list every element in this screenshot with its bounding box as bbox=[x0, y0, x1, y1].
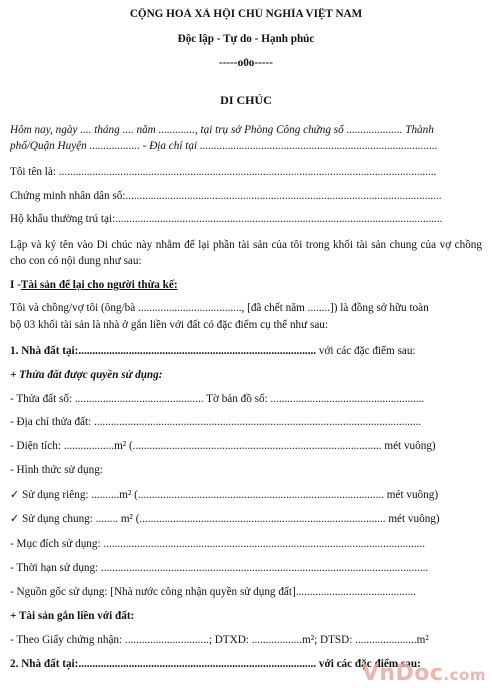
name-field: Tôi tên là: ....................................................................................................................................... bbox=[10, 166, 437, 178]
id-card-field: Chứng minh nhân dân số:................................................................................................................. bbox=[10, 190, 442, 202]
house-1-line bbox=[10, 345, 482, 358]
vndoc-watermark-logo bbox=[362, 661, 486, 686]
section-1-heading bbox=[10, 279, 482, 292]
usage-private: ✓ Sử dụng riêng: ..........m² (........................................................................................ mét vuông) bbox=[10, 489, 439, 501]
nation-header: CỘNG HOÀ XÃ HỘI CHỦ NGHĨA VIỆT NAM bbox=[129, 8, 363, 20]
land-item-usage-form: - Hình thức sử dụng: bbox=[10, 464, 103, 476]
section-1-title: Tài sản để lại cho người thừa kế: bbox=[20, 279, 178, 291]
house-2-line: 2. Nhà đất tại:..................................................................................... với các đặc điểm sau: bbox=[10, 658, 421, 670]
residence-field: Hộ khẩu thường trú tại:..................................................................................................................... bbox=[10, 213, 443, 225]
attached-assets-heading: + Tài sản gắn liền với đất: bbox=[10, 610, 135, 622]
section-1-prefix: I - bbox=[10, 279, 21, 291]
land-item-address: - Địa chỉ thửa đất: ..................................................................................................................... bbox=[10, 416, 422, 428]
usage-shared: ✓ Sử dụng chung: ........ m² (........................................................................................ mét vuông) bbox=[10, 513, 440, 525]
intro-line-2: phố/Quận Huyện .................. - Địa chỉ tại ..................................................................................... bbox=[10, 140, 438, 152]
purpose-paragraph: Lập và ký tên vào Di chúc này nhằm để lại phần tài sản của tôi trong khối tài sản chung của vợ chồng cho con có nội dung như sau: bbox=[10, 239, 482, 267]
item-purpose: - Mục đích sử dụng: ................................................................................................................... bbox=[10, 538, 426, 550]
item-duration: - Thời hạn sử dụng: ..................................................................................................................... bbox=[10, 562, 429, 574]
certificate-line: - Theo Giấy chứng nhận: ..............................; DTXD: ..................m²; DTSD: ......................m² bbox=[10, 634, 429, 646]
document-title: DI CHÚC bbox=[220, 94, 272, 107]
land-item-area: - Diện tích: ..................m² (......................................................................................... mét vuông) bbox=[10, 440, 436, 452]
watermark-brand: VnDoc bbox=[361, 661, 444, 686]
section-1-body-line-1: Tôi và chồng/vợ tôi (ông/bà ....................................., [đã chết năm ........]) là đồng sở hữu toàn bbox=[10, 302, 429, 314]
land-heading: + Thửa đất được quyền sử dụng: bbox=[10, 369, 163, 381]
item-origin: - Nguồn gốc sử dụng: [Nhà nước công nhận quyền sử dụng đất]........................................... bbox=[10, 586, 416, 598]
land-item-parcel: - Thửa đất số: .............................................. Tờ bản đồ số: ....................................................... bbox=[10, 393, 425, 405]
house-1-suffix: với các đặc điểm sau: bbox=[316, 345, 416, 357]
house-1-label: 1. Nhà đất tại:..................................................................................... bbox=[10, 345, 317, 357]
section-1-body-line-2: bộ 03 khối tài sản là nhà ở gắn liền với đất có đặc điểm cụ thể như sau: bbox=[10, 319, 329, 331]
intro-line-1: Hôm nay, ngày .... tháng .... năm ............., tại trụ sở Phòng Công chứng số .................... Thành bbox=[10, 124, 434, 136]
watermark-domain: .com bbox=[443, 666, 486, 684]
separator: -----o0o----- bbox=[218, 57, 274, 69]
motto: Độc lập - Tự do - Hạnh phúc bbox=[177, 33, 315, 45]
